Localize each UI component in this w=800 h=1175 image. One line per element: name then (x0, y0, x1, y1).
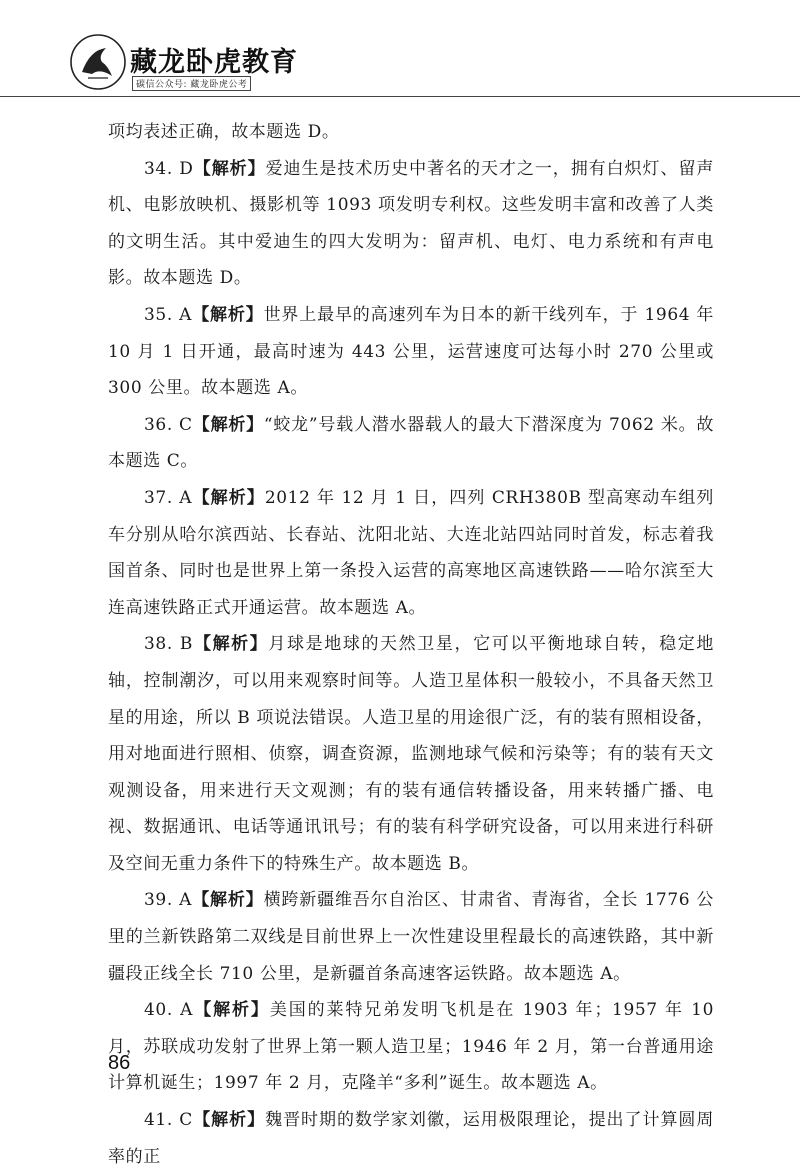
answer-text: 2012 年 12 月 1 日，四列 CRH380B 型高寒动车组列车分别从哈尔滨西站、长春站、沈阳北站、大连北站四站同时首发，标志着我国首条、同时也是世界上第一条投入运营的高寒地区高速铁路——哈尔滨至大连高速铁路正式开通运营。故本题选 A。 (108, 487, 714, 618)
answer-item-35 (108, 297, 714, 407)
answer-item-41 (108, 1102, 714, 1175)
brand-subtitle: 碳信公众号: 藏龙卧虎公考 (132, 76, 251, 91)
page-number: 86 (108, 1052, 131, 1074)
analysis-tag: 【解析】 (193, 158, 266, 179)
answer-number: 39. A (144, 890, 192, 911)
analysis-tag: 【解析】 (193, 1000, 270, 1021)
answer-item-37 (108, 480, 714, 626)
answer-text: 世界上最早的高速列车为日本的新干线列车，于 1964 年 10 月 1 日开通，最高时速为 443 公里，运营速度可达每小时 270 公里或 300 公里。故本题选 A。 (108, 304, 714, 399)
answer-text: 横跨新疆维吾尔自治区、甘肃省、青海省，全长 1776 公里的兰新铁路第二双线是目前世界上一次性建设里程最长的高速铁路，其中新疆段正线全长 710 公里，是新疆首条高速客运铁路。故本题选 A。 (108, 890, 714, 984)
answer-text: “蛟龙”号载人潜水器载人的最大下潜深度为 7062 米。故本题选 C。 (108, 414, 714, 472)
brand-title: 藏龙卧虎教育 (130, 47, 298, 78)
answer-text: 美国的莱特兄弟发明飞机是在 1903 年；1957 年 10 月，苏联成功发射了世界上第一颗人造卫星；1946 年 2 月，第一台普通用途计算机诞生；1997 年 2 月，克隆羊“多利”诞生。故本题选 A。 (108, 1000, 714, 1094)
tiger-logo-icon (68, 32, 128, 92)
analysis-tag: 【解析】 (191, 304, 264, 325)
answer-text: 爱迪生是技术历史中著名的天才之一，拥有白炽灯、留声机、电影放映机、摄影机等 1093 项发明专利权。这些发明丰富和改善了人类的文明生活。其中爱迪生的四大发明为：留声机、电灯、电力系统和有声电影。故本题选 D。 (108, 158, 714, 289)
analysis-tag: 【解析】 (192, 414, 264, 435)
answer-text: 月球是地球的天然卫星，它可以平衡地球自转，稳定地轴，控制潮汐，可以用来观察时间等。人造卫星体积一般较小，不具备天然卫星的用途，所以 B 项说法错误。人造卫星的用途很广泛，有的装有照相设备，用对地面进行照相、侦察，调查资源，监测地球气候和污染等；有的装有天文观测设备，用来进行天文观测；有的装有通信转播设备，用来转播广播、电视、数据通讯、电话等通讯讯号；有的装有科学研究设备，可以用来进行科研及空间无重力条件下的特殊生产。故本题选 B。 (108, 634, 715, 874)
answer-item-38 (108, 626, 714, 882)
analysis-tag: 【解析】 (192, 487, 265, 508)
answer-number: 38. B (144, 634, 193, 655)
analysis-tag: 【解析】 (192, 634, 269, 655)
paragraph-continuation (108, 114, 714, 151)
answer-number: 37. A (144, 487, 193, 508)
header-divider (0, 96, 800, 97)
answer-explanations (108, 114, 714, 1175)
answer-item-36 (108, 407, 714, 480)
page-header (0, 0, 800, 100)
paragraph-text: 项均表述正确，故本题选 D。 (108, 122, 340, 142)
answer-text: 魏晋时期的数学家刘徽，运用极限理论，提出了计算圆周率的正 (108, 1110, 715, 1167)
answer-item-40 (108, 992, 714, 1102)
answer-number: 35. A (144, 304, 192, 325)
answer-item-39 (108, 882, 714, 992)
answer-number: 36. C (144, 414, 193, 435)
analysis-tag: 【解析】 (191, 890, 264, 911)
answer-number: 41. C (144, 1110, 193, 1131)
answer-number: 34. D (144, 158, 194, 179)
analysis-tag: 【解析】 (192, 1110, 266, 1131)
answer-item-34 (108, 151, 714, 297)
answer-number: 40. A (144, 1000, 193, 1021)
